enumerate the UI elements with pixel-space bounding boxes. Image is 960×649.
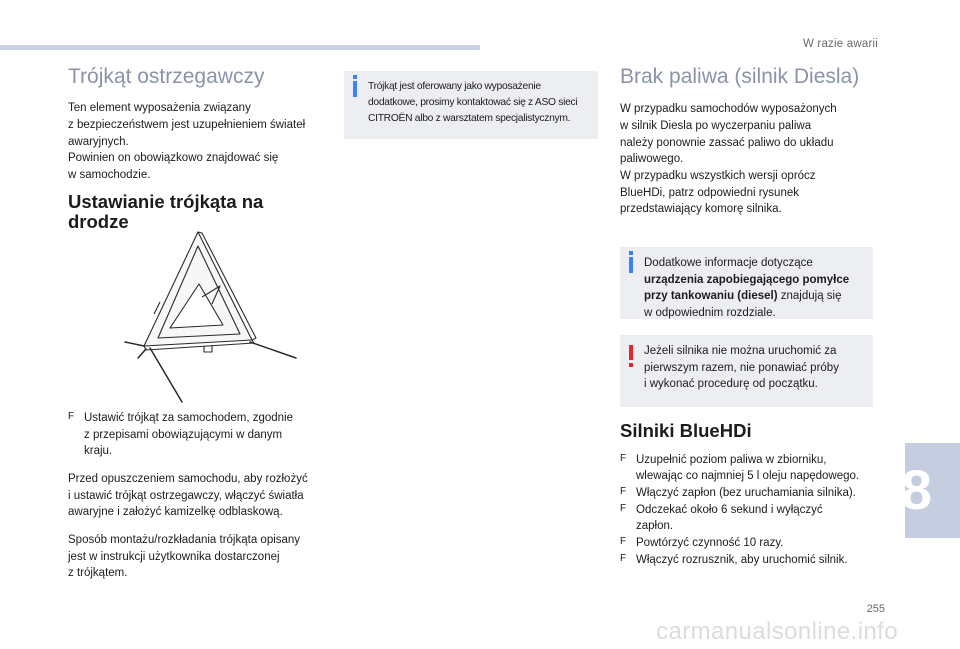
info-icon xyxy=(353,81,357,97)
warning-note xyxy=(620,335,873,407)
warning-triangle-illustration xyxy=(120,228,305,406)
watermark: carmanualsonline.info xyxy=(656,618,898,645)
intro-paragraph: Ten element wyposażenia związany z bezpieczeństwem jest uzupełnieniem świateł awaryjnych. Powinien on obowiązkowo znajdować się w samochodzie. xyxy=(68,102,306,181)
chapter-number: 8 xyxy=(900,458,932,521)
triangle-instructions xyxy=(68,410,333,582)
instruction-list xyxy=(68,410,333,460)
steps-list xyxy=(620,452,882,569)
list-item: F Włączyć rozrusznik, aby uruchomić silnik. xyxy=(620,552,848,566)
warning-triangle-section xyxy=(68,64,333,233)
note-text: Jeżeli silnika nie można uruchomić za pierwszym razem, nie ponawiać próby i wykonać procedurę od początku. xyxy=(644,345,839,391)
paragraph: Sposób montażu/rozkładania trójkąta opisany jest w instrukcji użytkownika dostarczonej z trójkątem. xyxy=(68,534,301,580)
header-bar xyxy=(0,45,480,50)
exclamation-icon xyxy=(629,345,633,360)
subsection-heading: Ustawianie trójkąta na drodze xyxy=(68,190,264,233)
section-heading: Trójkąt ostrzegawczy xyxy=(68,65,265,88)
info-icon xyxy=(629,257,633,273)
paragraph: W przypadku samochodów wyposażonych w silnik Diesla po wyczerpaniu paliwa należy ponownie zassać paliwo do układu paliwowego. W przypadku wszystkich wersji oprócz BlueHDi, patrz odpowiedni rysunek przedstawiający komorę silnika. xyxy=(620,103,837,216)
subsection-heading: Silniki BlueHDi xyxy=(620,420,752,441)
list-item: F Odczekać około 6 sekund i wyłączyć zapłon. xyxy=(620,502,823,533)
fuel-out-section xyxy=(620,64,876,218)
paragraph: Przed opuszczeniem samochodu, aby rozłożyć i ustawić trójkąt ostrzegawczy, włączyć światła awaryjne i założyć kamizelkę odblaskową. xyxy=(68,473,308,519)
bluehdi-section xyxy=(620,421,882,568)
section-title: W razie awarii xyxy=(802,38,878,50)
info-note xyxy=(620,247,873,319)
list-item: F Ustawić trójkąt za samochodem, zgodnie z przepisami obowiązującymi w danym kraju. xyxy=(68,411,294,458)
note-text: Dodatkowe informacje dotyczące urządzenia zapobiegającego pomyłce przy tankowaniu (diesel) znajdują się w odpowiednim rozdziale. xyxy=(644,257,850,320)
list-item: F Włączyć zapłon (bez uruchamiania silnika). xyxy=(620,486,856,500)
list-item: F Uzupełnić poziom paliwa w zbiorniku, wlewając co najmniej 5 l oleju napędowego. xyxy=(620,452,860,483)
list-item: F Powtórzyć czynność 10 razy. xyxy=(620,536,784,550)
info-note xyxy=(344,71,598,139)
page-number: 255 xyxy=(866,603,885,615)
section-heading: Brak paliwa (silnik Diesla) xyxy=(620,65,860,88)
note-text: Trójkąt jest oferowany jako wyposażenie dodatkowe, prosimy kontaktować się z ASO sieci CITROËN albo z warsztatem specjalistycznym. xyxy=(368,81,578,124)
